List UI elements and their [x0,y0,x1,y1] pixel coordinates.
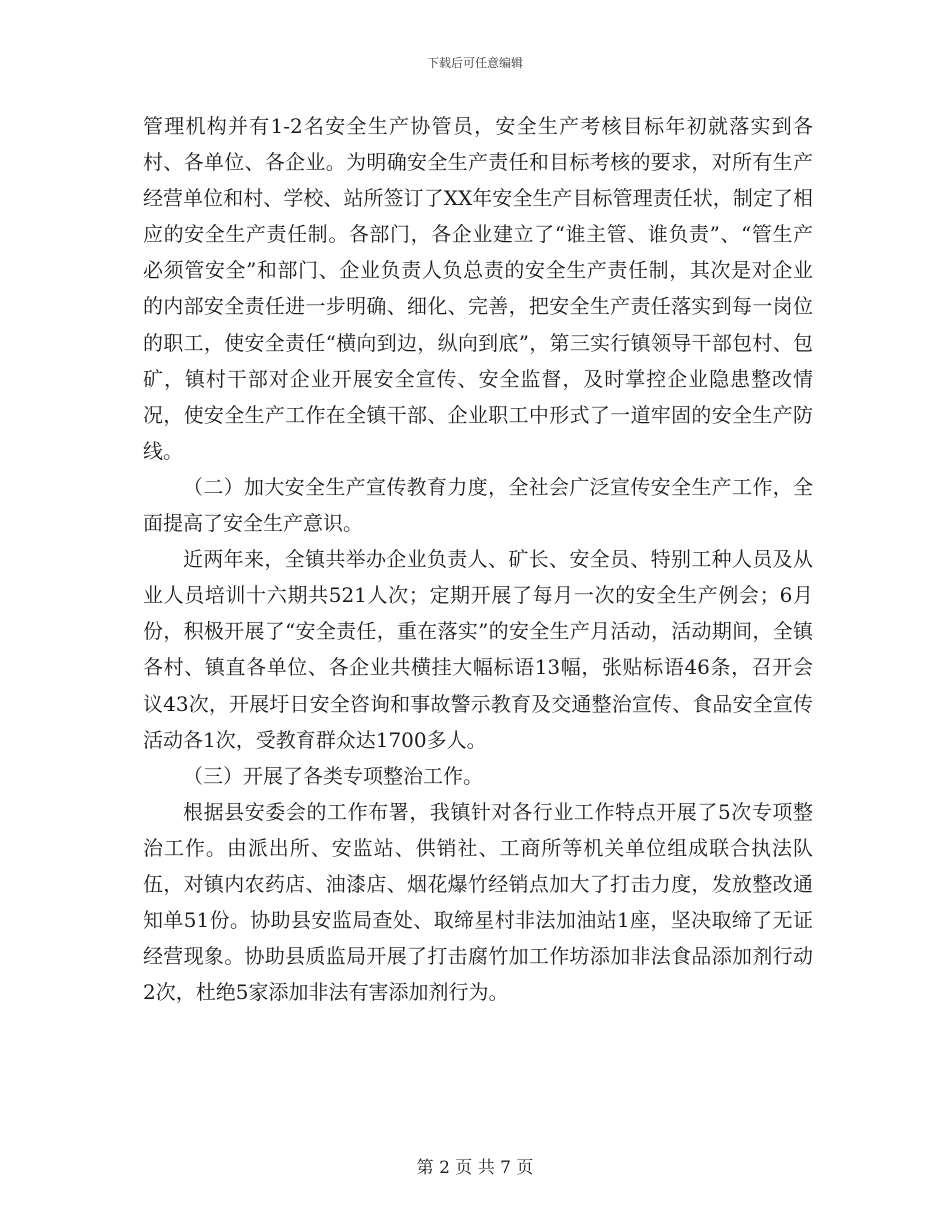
paragraph-training: 近两年来，全镇共举办企业负责人、矿长、安全员、特别工种人员及从业人员培训十六期共521人次；定期开展了每月一次的安全生产例会；6月份，积极开展了“安全责任，重在落实”的安全生产月活动，活动期间，全镇各村、镇直各单位、各企业共横挂大幅标语13幅，张贴标语46条，召开会议43次，开展圩日安全咨询和事故警示教育及交通整治宣传、食品安全宣传活动各1次，受教育群众达1700多人。 [143,547,813,752]
page-header-note: 下载后可任意编辑 [426,56,523,70]
document-body [143,108,813,1010]
page-number-footer: 第 2 页 共 7 页 [416,1158,534,1178]
paragraph-rectification: 根据县安委会的工作布署，我镇针对各行业工作特点开展了5次专项整治工作。由派出所、安监站、供销社、工商所等机关单位组成联合执法队伍，对镇内农药店、油漆店、烟花爆竹经销点加大了打击力度，发放整改通知单51份。协助县安监局查处、取缔星村非法加油站1座，坚决取缔了无证经营现象。协助县质监局开展了打击腐竹加工作坊添加非法食品添加剂行动2次，杜绝5家添加非法有害添加剂行为。 [143,799,813,1005]
section-heading-2: （二）加大安全生产宣传教育力度，全社会广泛宣传安全生产工作，全面提高了安全生产意识。 [143,474,813,536]
paragraph-continuation: 管理机构并有1-2名安全生产协管员，安全生产考核目标年初就落实到各村、各单位、各企业。为明确安全生产责任和目标考核的要求，对所有生产经营单位和村、学校、站所签订了XX年安全生产目标管理责任状，制定了相应的安全生产责任制。各部门，各企业建立了“谁主管、谁负责”、“管生产必须管安全”和部门、企业负责人负总责的安全生产责任制，其次是对企业的内部安全责任进一步明确、细化、完善，把安全生产责任落实到每一岗位的职工，使安全责任“横向到边，纵向到底”，第三实行镇领导干部包村、包矿，镇村干部对企业开展安全宣传、安全监督，及时掌控企业隐患整改情况，使安全生产工作在全镇干部、企业职工中形式了一道牢固的安全生产防线。 [143,114,813,463]
section-heading-3: （三）开展了各类专项整治工作。 [183,763,483,788]
